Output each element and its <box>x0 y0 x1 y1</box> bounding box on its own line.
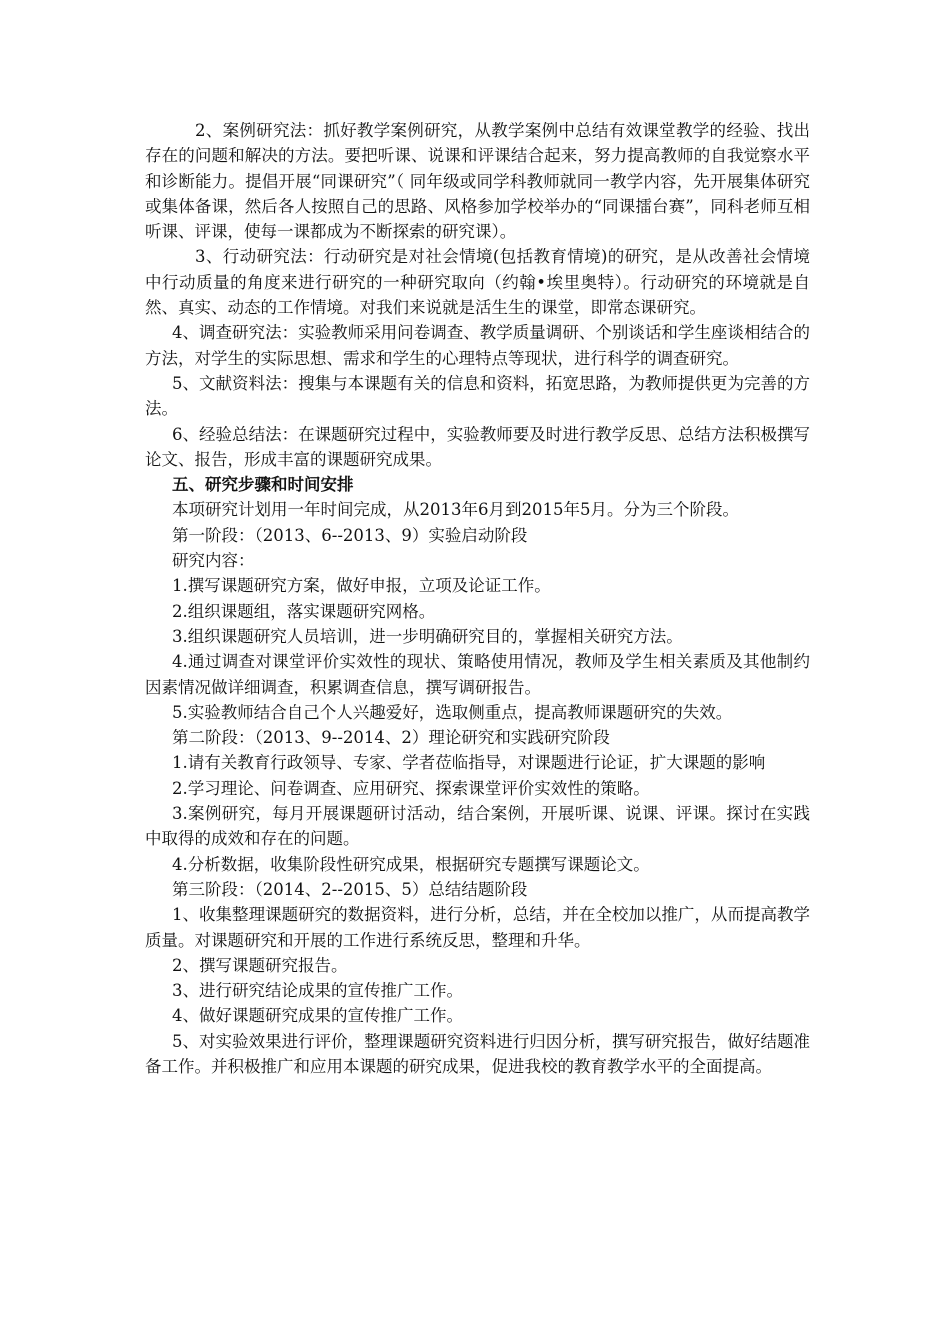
list-item: 4、做好课题研究成果的宣传推广工作。 <box>172 1006 463 1026</box>
paragraph-experience-summary: 6、经验总结法：在课题研究过程中，实验教师要及时进行教学反思、总结方法积极撰写论文、报告，形成丰富的课题研究成果。 <box>145 424 810 469</box>
list-item: 3.组织课题研究人员培训，进一步明确研究目的，掌握相关研究方法。 <box>172 626 683 646</box>
paragraph-plan-overview: 本项研究计划用一年时间完成，从2013年6月到2015年5月。分为三个阶段。 <box>172 500 739 520</box>
list-item: 5、对实验效果进行评价，整理课题研究资料进行归因分析，撰写研究报告，做好结题准备工作。并积极推广和应用本课题的研究成果，促进我校的教育教学水平的全面提高。 <box>145 1031 810 1076</box>
stage-one-title: 第一阶段：（2013、6--2013、9）实验启动阶段 <box>172 525 528 545</box>
list-item: 2.组织课题组，落实课题研究网格。 <box>172 601 436 621</box>
list-item: 5.实验教师结合自己个人兴趣爱好，选取侧重点，提高教师课题研究的失效。 <box>172 702 733 722</box>
list-item: 4.分析数据，收集阶段性研究成果，根据研究专题撰写课题论文。 <box>172 854 650 874</box>
list-item: 2、撰写课题研究报告。 <box>172 955 348 975</box>
stage-two-title: 第二阶段：（2013、9--2014、2）理论研究和实践研究阶段 <box>172 728 610 748</box>
list-item: 1、收集整理课题研究的数据资料，进行分析，总结，并在全校加以推广，从而提高教学质量。对课题研究和开展的工作进行系统反思，整理和升华。 <box>145 905 810 950</box>
list-item: 1.撰写课题研究方案，做好申报，立项及论证工作。 <box>172 576 551 596</box>
list-item: 3、进行研究结论成果的宣传推广工作。 <box>172 981 463 1001</box>
list-item: 4.通过调查对课堂评价实效性的现状、策略使用情况，教师及学生相关素质及其他制约因素情况做详细调查，积累调查信息，撰写调研报告。 <box>145 652 810 697</box>
research-content-label: 研究内容： <box>172 551 255 571</box>
paragraph-case-study: 2、案例研究法：抓好教学案例研究，从教学案例中总结有效课堂教学的经验、找出存在的问题和解决的方法。要把听课、说课和评课结合起来，努力提高教师的自我觉察水平和诊断能力。提倡开展“同课研究”（ 同年级或同学科教师就同一教学内容，先开展集体研究或集体备课，然后各人按照自己的思路、风格参加学校举办的“同课擂台赛”，同科老师互相听课、评课，使每一课都成为不断探索的研究课）。 <box>145 121 810 242</box>
list-item: 3.案例研究，每月开展课题研讨活动，结合案例，开展听课、说课、评课。探讨在实践中取得的成效和存在的问题。 <box>145 804 810 849</box>
paragraph-action-research: 3、行动研究法：行动研究是对社会情境(包括教育情境)的研究，是从改善社会情境中行动质量的角度来进行研究的一种研究取向（约翰•埃里奥特）。行动研究的环境就是自然、真实、动态的工作情境。对我们来说就是活生生的课堂，即常态课研究。 <box>145 247 810 318</box>
list-item: 2.学习理论、问卷调查、应用研究、探索课堂评价实效性的策略。 <box>172 778 650 798</box>
stage-three-title: 第三阶段：（2014、2--2015、5）总结结题阶段 <box>172 879 528 899</box>
paragraph-survey-research: 4、调查研究法：实验教师采用问卷调查、教学质量调研、个别谈话和学生座谈相结合的方法，对学生的实际思想、需求和学生的心理特点等现状，进行科学的调查研究。 <box>145 323 810 368</box>
list-item: 1.请有关教育行政领导、专家、学者莅临指导，对课题进行论证，扩大课题的影响 <box>172 753 766 773</box>
document-page <box>145 118 810 1079</box>
paragraph-literature: 5、文献资料法：搜集与本课题有关的信息和资料，拓宽思路，为教师提供更为完善的方法。 <box>145 373 810 419</box>
section-heading: 五、研究步骤和时间安排 <box>172 475 354 495</box>
